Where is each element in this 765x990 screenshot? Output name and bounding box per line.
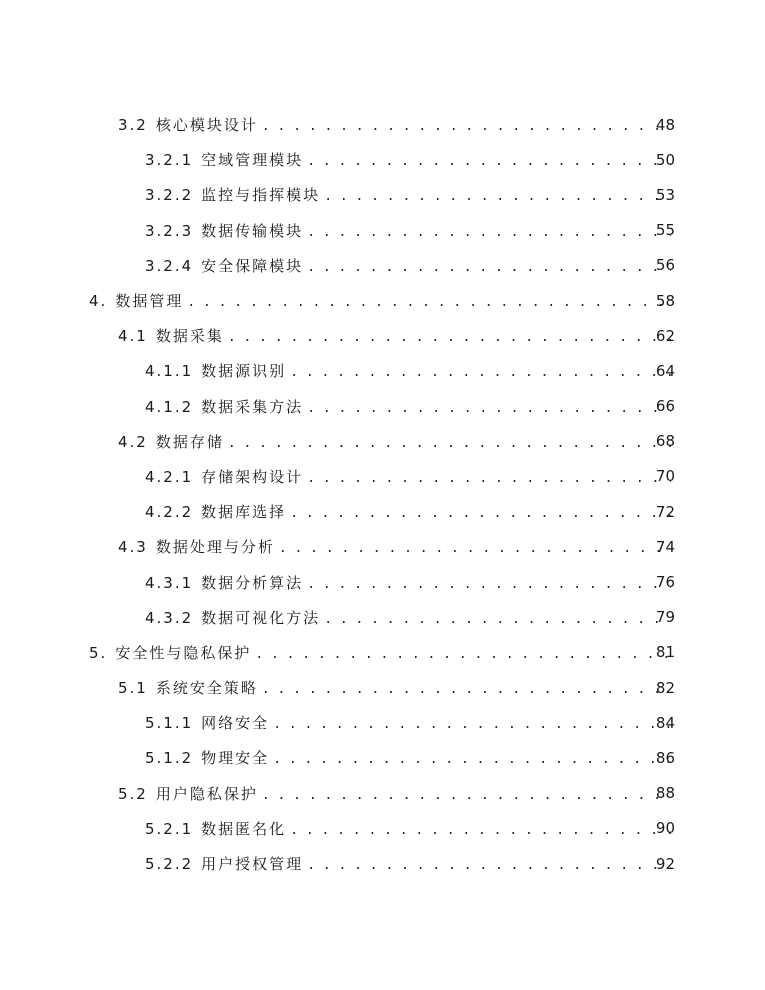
dot-leader [290,366,671,379]
toc-page-number: 79 [655,608,675,627]
toc-entry-title: 安全性与隐私保护 [115,643,252,662]
toc-entry-label [145,572,303,593]
toc-page-number: 50 [655,150,675,169]
toc-entry[interactable] [0,846,765,881]
toc-entry-number: 4.1 [118,327,148,346]
toc-entry-title: 网络安全 [201,714,270,733]
toc-entry[interactable] [0,177,765,212]
toc-page-number: 66 [655,397,675,416]
toc-entry-label [118,677,258,698]
toc-entry-label [118,431,224,452]
toc-entry[interactable] [0,776,765,811]
toc-entry-title: 数据分析算法 [201,573,304,592]
toc-entry-label [118,325,224,346]
toc-entry-title: 用户授权管理 [201,855,304,874]
toc-entry-number: 3.2.1 [145,151,194,170]
toc-entry-title: 安全保障模块 [201,256,304,275]
toc-entry[interactable] [0,318,765,353]
toc-entry-label [145,712,269,733]
toc-entry-label [145,818,286,839]
dot-leader [279,542,671,555]
toc-entry-label [145,255,303,276]
dot-leader [307,226,671,239]
toc-entry-title: 数据处理与分析 [155,538,275,557]
dot-leader [262,683,671,696]
toc-entry-label [145,184,320,205]
toc-entry-number: 4.2.2 [145,503,194,522]
toc-page-number: 90 [655,819,675,838]
dot-leader [255,648,671,661]
toc-entry[interactable] [0,424,765,459]
dot-leader [290,507,671,520]
dot-leader [273,753,671,766]
toc-entry-label [145,466,303,487]
toc-entry-number: 4.2.1 [145,467,194,486]
toc-entry[interactable] [0,564,765,599]
toc-entry[interactable] [0,213,765,248]
toc-entry-number: 5.2 [118,784,148,803]
toc-entry-number: 5. [89,643,108,662]
toc-entry-label [145,396,303,417]
toc-entry-title: 数据匿名化 [201,819,287,838]
dot-leader [307,472,671,485]
toc-entry-number: 4.3 [118,538,148,557]
toc-entry-number: 4.3.1 [145,573,194,592]
toc-page-number: 70 [655,467,675,486]
toc-entry-title: 用户隐私保护 [155,784,258,803]
toc-entry-number: 5.1.2 [145,749,194,768]
toc-entry[interactable] [0,529,765,564]
toc-entry-number: 4.2 [118,432,148,451]
toc-entry[interactable] [0,142,765,177]
toc-page-number: 55 [655,221,675,240]
dot-leader [228,331,671,344]
toc-entry-title: 数据存储 [155,432,224,451]
toc-page-number: 64 [655,361,675,380]
toc-entry[interactable] [0,600,765,635]
toc-entry-label [145,607,320,628]
toc-entry-number: 5.2.2 [145,855,194,874]
table-of-contents [0,107,765,881]
toc-entry-label [118,536,275,557]
toc-entry-number: 4.3.2 [145,608,194,627]
toc-entry-label [145,360,286,381]
toc-page-number: 53 [655,185,675,204]
toc-entry-label [145,747,269,768]
toc-page-number: 88 [655,784,675,803]
toc-entry-title: 核心模块设计 [155,116,258,135]
toc-entry-label [145,853,303,874]
dot-leader [262,789,671,802]
toc-entry[interactable] [0,389,765,424]
toc-entry-number: 5.1 [118,679,148,698]
dot-leader [307,402,671,415]
toc-entry-label [145,220,303,241]
toc-entry-number: 3.2.4 [145,256,194,275]
dot-leader [290,824,671,837]
toc-page-number: 82 [655,678,675,697]
toc-entry-label [118,114,258,135]
toc-entry-number: 4.1.1 [145,362,194,381]
toc-entry-title: 数据采集 [155,327,224,346]
toc-page-number: 84 [655,713,675,732]
toc-entry-title: 系统安全策略 [155,679,258,698]
toc-entry-label [89,642,251,663]
toc-entry-title: 数据传输模块 [201,221,304,240]
toc-entry[interactable] [0,494,765,529]
toc-entry-title: 数据源识别 [201,362,287,381]
toc-entry-title: 数据库选择 [201,503,287,522]
toc-entry-title: 监控与指挥模块 [201,186,321,205]
toc-entry-title: 数据管理 [115,292,184,311]
toc-entry[interactable] [0,459,765,494]
toc-entry-number: 5.2.1 [145,819,194,838]
toc-entry-number: 3.2.2 [145,186,194,205]
dot-leader [307,155,671,168]
dot-leader [228,437,671,450]
toc-entry[interactable] [0,248,765,283]
toc-entry[interactable] [0,283,765,318]
toc-entry-title: 空域管理模块 [201,151,304,170]
toc-entry[interactable] [0,705,765,740]
dot-leader [307,859,671,872]
toc-entry[interactable] [0,670,765,705]
dot-leader [262,120,671,133]
toc-entry-title: 存储架构设计 [201,467,304,486]
toc-page-number: 86 [655,748,675,767]
toc-entry-number: 3.2 [118,116,148,135]
toc-entry-label [145,149,303,170]
toc-entry[interactable] [0,107,765,142]
toc-entry-number: 4. [89,292,108,311]
toc-entry[interactable] [0,353,765,388]
dot-leader [307,578,671,591]
toc-entry-title: 数据采集方法 [201,397,304,416]
dot-leader [307,261,671,274]
toc-page-number: 74 [655,537,675,556]
toc-entry-number: 5.1.1 [145,714,194,733]
toc-entry[interactable] [0,635,765,670]
toc-page-number: 92 [655,854,675,873]
toc-page-number: 68 [655,432,675,451]
toc-entry-label [89,290,183,311]
toc-page-number: 76 [655,573,675,592]
toc-page-number: 48 [655,115,675,134]
toc-page-number: 56 [655,256,675,275]
toc-entry[interactable] [0,811,765,846]
toc-entry-title: 数据可视化方法 [201,608,321,627]
toc-entry-label [118,783,258,804]
dot-leader [324,190,671,203]
toc-entry-label [145,501,286,522]
toc-entry-number: 4.1.2 [145,397,194,416]
toc-entry-number: 3.2.3 [145,221,194,240]
toc-page-number: 58 [655,291,675,310]
dot-leader [187,296,671,309]
dot-leader [273,718,671,731]
dot-leader [324,613,671,626]
toc-entry-title: 物理安全 [201,749,270,768]
toc-entry[interactable] [0,740,765,775]
toc-page-number: 72 [655,502,675,521]
toc-page-number: 81 [655,643,675,662]
toc-page-number: 62 [655,326,675,345]
